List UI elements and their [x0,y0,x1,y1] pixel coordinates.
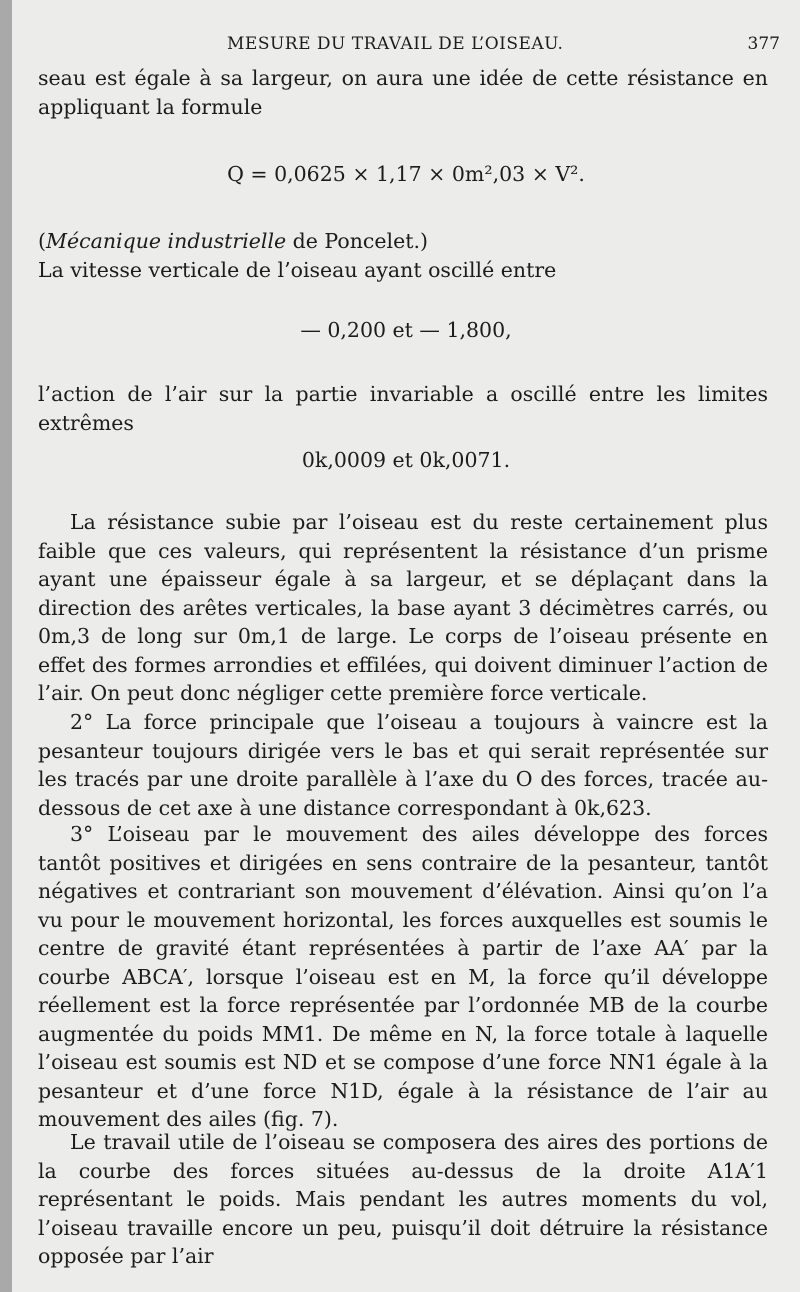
formula-resistance: Q = 0,0625 × 1,17 × 0m²,03 × V². [227,162,585,186]
page-header [12,34,800,58]
formula-speed-range: — 0,200 et — 1,800, [300,318,512,342]
formula-limits: 0k,0009 et 0k,0071. [301,448,511,472]
paragraph-vertical-speed: La vitesse verticale de l’oiseau ayant oscillé entre [38,258,557,282]
paragraph-gravity: 2° La force principale que l’oiseau a toujours à vaincre est la pesanteur toujours dirigée vers le bas et qui serait représentée sur les tracés par une droite parallèle à l’axe du O des forces, tracée au-dessous de cet axe à une distance correspondant à 0k,623. [38,710,768,820]
citation-poncelet: (Mécanique industrielle de Poncelet.) [38,229,428,253]
paragraph-resistance: La résistance subie par l’oiseau est du reste certainement plus faible que ces valeurs, qui représentent la résistance d’un prisme ayant une épaisseur égale à sa largeur, et se déplaçant dans la direction des arêtes verticales, la base ayant 3 décimètres carrés, ou 0m,3 de long sur 0m,1 de large. Le corps de l’oiseau présente en effet des formes arrondies et effilées, qui doivent diminuer l’action de l’air. On peut donc négliger cette première force verticale. [38,510,768,705]
citation-title: Mécanique industrielle [46,229,287,253]
paragraph-air-action: l’action de l’air sur la partie invariable a oscillé entre les limites extrêmes [38,382,768,435]
page-number: 377 [747,34,780,54]
paragraph-wing-forces: 3° L’oiseau par le mouvement des ailes développe des forces tantôt positives et dirigées en sens contraire de la pesanteur, tantôt négatives et contrariant son mouvement d’élévation. Ainsi qu’on l’a vu pour le mouvement horizontal, les forces auxquelles est soumis le centre de gravité étant représentées à partir de l’axe AA′ par la courbe ABCA′, lorsque l’oiseau est en M, la force qu’il développe réellement est la force représentée par l’ordonnée MB de la courbe augmentée du poids MM1. De même en N, la force totale à laquelle l’oiseau est soumis est ND et se compose d’une force NN1 égale à la pesanteur et d’une force N1D, égale à la résistance de l’air au mouvement des ailes (fig. 7). [38,822,768,1131]
citation-author: de Poncelet.) [286,229,428,253]
paragraph-intro: seau est égale à sa largeur, on aura une idée de cette résistance en appliquant la formule [38,66,768,119]
running-head: MESURE DU TRAVAIL DE L’OISEAU. [227,34,564,54]
book-page [12,0,800,1292]
paragraph-useful-work: Le travail utile de l’oiseau se composera des aires des portions de la courbe des forces situées au-dessus de la droite A1A′1 représentant le poids. Mais pendant les autres moments du vol, l’oiseau travaille encore un peu, puisqu’il doit détruire la résistance opposée par l’air [38,1130,768,1268]
